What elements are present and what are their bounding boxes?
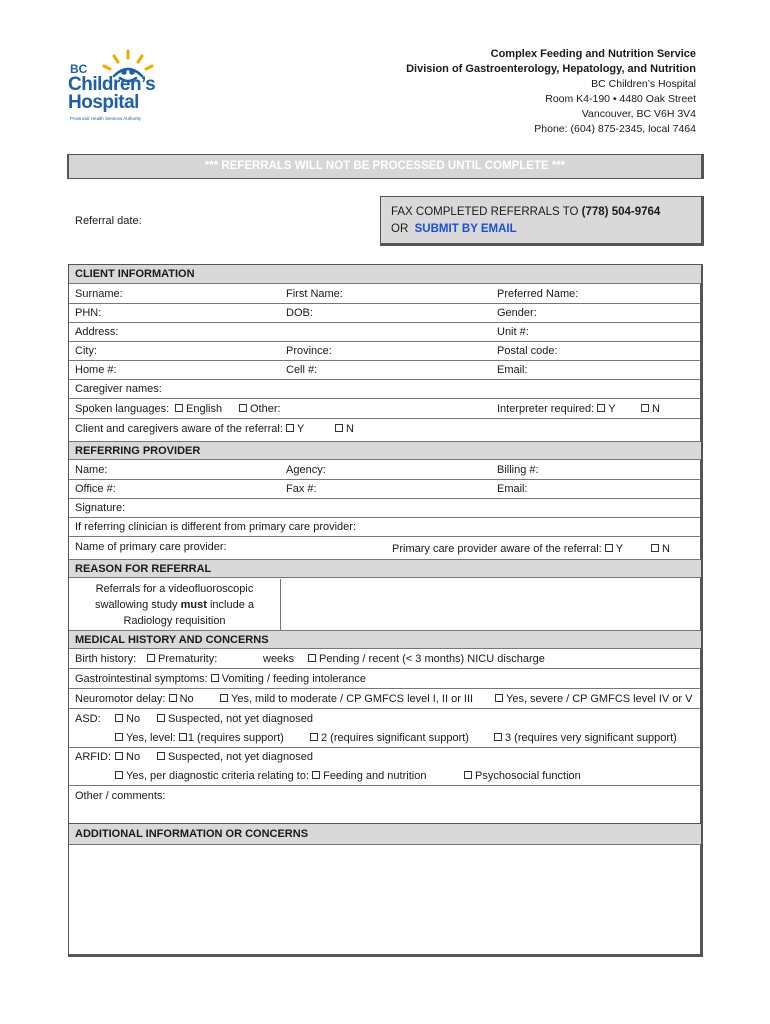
neuromotor-no-checkbox[interactable] bbox=[169, 694, 177, 702]
client-row-languages bbox=[69, 400, 701, 419]
reason-box bbox=[69, 579, 701, 631]
neuromotor-severe-checkbox[interactable] bbox=[495, 694, 503, 702]
city-address: Vancouver, BC V6H 3V4 bbox=[581, 108, 696, 120]
provider-fax-field[interactable]: Fax #: bbox=[286, 483, 317, 495]
fax-prefix: FAX COMPLETED REFERRALS TO bbox=[391, 206, 582, 218]
additional-info-heading: ADDITIONAL INFORMATION OR CONCERNS bbox=[69, 823, 701, 845]
primary-aware-yes-checkbox[interactable] bbox=[605, 544, 613, 552]
signature-field[interactable]: Signature: bbox=[75, 502, 126, 514]
feeding-label: Feeding and nutrition bbox=[323, 770, 427, 782]
arfid-no-checkbox[interactable] bbox=[115, 752, 123, 760]
asd-yes-checkbox[interactable] bbox=[115, 733, 123, 741]
other-language-label: Other: bbox=[250, 403, 281, 415]
interpreter-no-checkbox[interactable] bbox=[641, 404, 649, 412]
unit-field[interactable]: Unit #: bbox=[497, 326, 529, 338]
referral-date-label[interactable]: Referral date: bbox=[75, 215, 142, 227]
client-email-field[interactable]: Email: bbox=[497, 364, 528, 376]
arfid-suspected-checkbox[interactable] bbox=[157, 752, 165, 760]
referring-provider-heading: REFERRING PROVIDER bbox=[69, 441, 701, 460]
gender-field[interactable]: Gender: bbox=[497, 307, 537, 319]
asd-no-checkbox[interactable] bbox=[115, 714, 123, 722]
client-info-heading: CLIENT INFORMATION bbox=[69, 265, 701, 284]
additional-info-area[interactable] bbox=[69, 846, 701, 954]
phone-number: Phone: (604) 875-2345, local 7464 bbox=[534, 123, 696, 135]
reason-note-line-3: Radiology requisition bbox=[123, 615, 226, 627]
client-aware-no-label: N bbox=[346, 423, 354, 435]
logo-subtitle: Provincial Health Services Authority bbox=[70, 116, 142, 121]
city-field[interactable]: City: bbox=[75, 345, 97, 357]
client-aware-yes-label: Y bbox=[296, 423, 305, 435]
provider-name-field[interactable]: Name: bbox=[75, 464, 108, 476]
referral-form bbox=[68, 264, 703, 957]
fax-or: OR bbox=[391, 223, 415, 235]
province-field[interactable]: Province: bbox=[286, 345, 332, 357]
neuromotor-row bbox=[69, 690, 701, 709]
client-row-address bbox=[69, 323, 701, 342]
vomiting-label: Vomiting / feeding intolerance bbox=[221, 673, 367, 685]
primary-aware-no-checkbox[interactable] bbox=[651, 544, 659, 552]
asd-suspected-label: Suspected, not yet diagnosed bbox=[168, 713, 313, 725]
prematurity-checkbox[interactable] bbox=[147, 654, 155, 662]
postal-code-field[interactable]: Postal code: bbox=[497, 345, 558, 357]
client-row-city bbox=[69, 342, 701, 361]
arfid-label: ARFID: bbox=[75, 751, 112, 763]
reason-text-area[interactable] bbox=[282, 579, 701, 630]
interpreter-label: Interpreter required: bbox=[497, 403, 595, 415]
primary-provider-name-field[interactable]: Name of primary care provider: bbox=[75, 541, 227, 553]
arfid-row-1 bbox=[69, 748, 701, 767]
neuromotor-no-label: No bbox=[179, 693, 194, 705]
gi-row bbox=[69, 670, 701, 689]
spoken-languages-label: Spoken languages: bbox=[75, 403, 170, 415]
fax-info-box bbox=[380, 196, 704, 246]
address-field[interactable]: Address: bbox=[75, 326, 119, 338]
neuromotor-mild-label: Yes, mild to moderate / CP GMFCS level I, II or III bbox=[231, 693, 474, 705]
provider-row-different bbox=[69, 518, 701, 537]
billing-field[interactable]: Billing #: bbox=[497, 464, 539, 476]
client-row-aware bbox=[69, 420, 701, 439]
asd-level-2-label: 2 (requires significant support) bbox=[321, 732, 469, 744]
hospital-logo bbox=[68, 48, 178, 128]
neuromotor-mild-checkbox[interactable] bbox=[220, 694, 228, 702]
arfid-yes-label: Yes, per diagnostic criteria relating to: bbox=[126, 770, 310, 782]
medical-history-heading: MEDICAL HISTORY AND CONCERNS bbox=[69, 630, 701, 649]
nicu-label: Pending / recent (< 3 months) NICU discharge bbox=[319, 653, 545, 665]
asd-yes-label: Yes, level: bbox=[126, 732, 176, 744]
provider-row-signature bbox=[69, 499, 701, 518]
interpreter-no-label: N bbox=[652, 403, 660, 415]
interpreter-yes-checkbox[interactable] bbox=[597, 404, 605, 412]
logo-line-2: Hospital bbox=[68, 92, 139, 113]
different-provider-label: If referring clinician is different from primary care provider: bbox=[75, 521, 357, 533]
feeding-checkbox[interactable] bbox=[312, 771, 320, 779]
client-row-phone bbox=[69, 361, 701, 380]
asd-label: ASD: bbox=[75, 713, 101, 725]
birth-history-label: Birth history: bbox=[75, 653, 137, 665]
asd-level-1-label: 1 (requires support) bbox=[187, 732, 284, 744]
reason-note-line-2c: include a bbox=[206, 599, 254, 611]
other-comments-field[interactable]: Other / comments: bbox=[75, 790, 166, 802]
surname-field[interactable]: Surname: bbox=[75, 288, 123, 300]
division-title: Division of Gastroenterology, Hepatology, and Nutrition bbox=[406, 63, 696, 75]
home-phone-field[interactable]: Home #: bbox=[75, 364, 117, 376]
hospital-name: BC Children’s Hospital bbox=[591, 78, 696, 90]
reason-note bbox=[69, 579, 281, 630]
primary-aware-no-label: N bbox=[662, 543, 670, 555]
room-address: Room K4-190 • 4480 Oak Street bbox=[545, 93, 696, 105]
provider-row-office bbox=[69, 480, 701, 499]
arfid-no-label: No bbox=[126, 751, 141, 763]
logo-bc: BC bbox=[70, 62, 88, 76]
provider-email-field[interactable]: Email: bbox=[497, 483, 528, 495]
psychosocial-label: Psychosocial function bbox=[475, 770, 581, 782]
service-title: Complex Feeding and Nutrition Service bbox=[490, 48, 696, 60]
asd-level-3-label: 3 (requires very significant support) bbox=[505, 732, 677, 744]
cell-phone-field[interactable]: Cell #: bbox=[286, 364, 318, 376]
primary-aware-yes-label: Y bbox=[615, 543, 624, 555]
nicu-checkbox[interactable] bbox=[308, 654, 316, 662]
submit-email-link[interactable]: SUBMIT BY EMAIL bbox=[414, 223, 517, 235]
birth-history-row bbox=[69, 650, 701, 669]
client-aware-no-checkbox[interactable] bbox=[335, 424, 343, 432]
logo-line-1: Children’s bbox=[68, 74, 156, 95]
primary-aware-label: Primary care provider aware of the referral: bbox=[392, 543, 602, 555]
warning-banner: *** REFERRALS WILL NOT BE PROCESSED UNTIL COMPLETE *** bbox=[67, 154, 704, 179]
prematurity-label: Prematurity: bbox=[158, 653, 218, 665]
fax-number: (778) 504-9764 bbox=[581, 206, 661, 218]
first-name-field[interactable]: First Name: bbox=[286, 288, 343, 300]
arfid-row-2 bbox=[69, 767, 701, 786]
client-row-name bbox=[69, 285, 701, 304]
preferred-name-field[interactable]: Preferred Name: bbox=[497, 288, 579, 300]
asd-row-2 bbox=[69, 729, 701, 748]
provider-row-primary bbox=[69, 538, 701, 557]
client-aware-yes-checkbox[interactable] bbox=[286, 424, 294, 432]
english-checkbox[interactable] bbox=[175, 404, 183, 412]
arfid-suspected-label: Suspected, not yet diagnosed bbox=[168, 751, 313, 763]
office-field[interactable]: Office #: bbox=[75, 483, 116, 495]
client-aware-label: Client and caregivers aware of the referral: bbox=[75, 423, 283, 435]
reason-note-line-2a: swallowing study bbox=[95, 599, 181, 611]
asd-level-2-checkbox[interactable] bbox=[310, 733, 318, 741]
client-row-caregiver bbox=[69, 380, 701, 399]
asd-row-1 bbox=[69, 710, 701, 729]
psychosocial-checkbox[interactable] bbox=[464, 771, 472, 779]
vomiting-checkbox[interactable] bbox=[211, 674, 219, 682]
asd-no-label: No bbox=[126, 713, 141, 725]
dob-field[interactable]: DOB: bbox=[286, 307, 313, 319]
phn-field[interactable]: PHN: bbox=[75, 307, 102, 319]
weeks-label: weeks bbox=[263, 653, 295, 665]
reason-note-must: must bbox=[180, 599, 207, 611]
reason-heading: REASON FOR REFERRAL bbox=[69, 559, 701, 578]
header-address bbox=[406, 47, 696, 137]
asd-level-1-checkbox[interactable] bbox=[179, 733, 187, 741]
agency-field[interactable]: Agency: bbox=[286, 464, 326, 476]
other-language-checkbox[interactable] bbox=[239, 404, 247, 412]
other-comments-row bbox=[69, 787, 701, 823]
neuromotor-severe-label: Yes, severe / CP GMFCS level IV or V bbox=[506, 693, 693, 705]
neuromotor-label: Neuromotor delay: bbox=[75, 693, 166, 705]
gi-label: Gastrointestinal symptoms: bbox=[75, 673, 208, 685]
client-row-phn bbox=[69, 304, 701, 323]
asd-suspected-checkbox[interactable] bbox=[157, 714, 165, 722]
english-label: English bbox=[186, 403, 223, 415]
asd-level-3-checkbox[interactable] bbox=[494, 733, 502, 741]
arfid-yes-checkbox[interactable] bbox=[115, 771, 123, 779]
provider-row-name bbox=[69, 461, 701, 480]
caregiver-names-field[interactable]: Caregiver names: bbox=[75, 383, 162, 395]
interpreter-yes-label: Y bbox=[608, 403, 616, 415]
reason-note-line-1: Referrals for a videofluoroscopic bbox=[95, 583, 254, 595]
